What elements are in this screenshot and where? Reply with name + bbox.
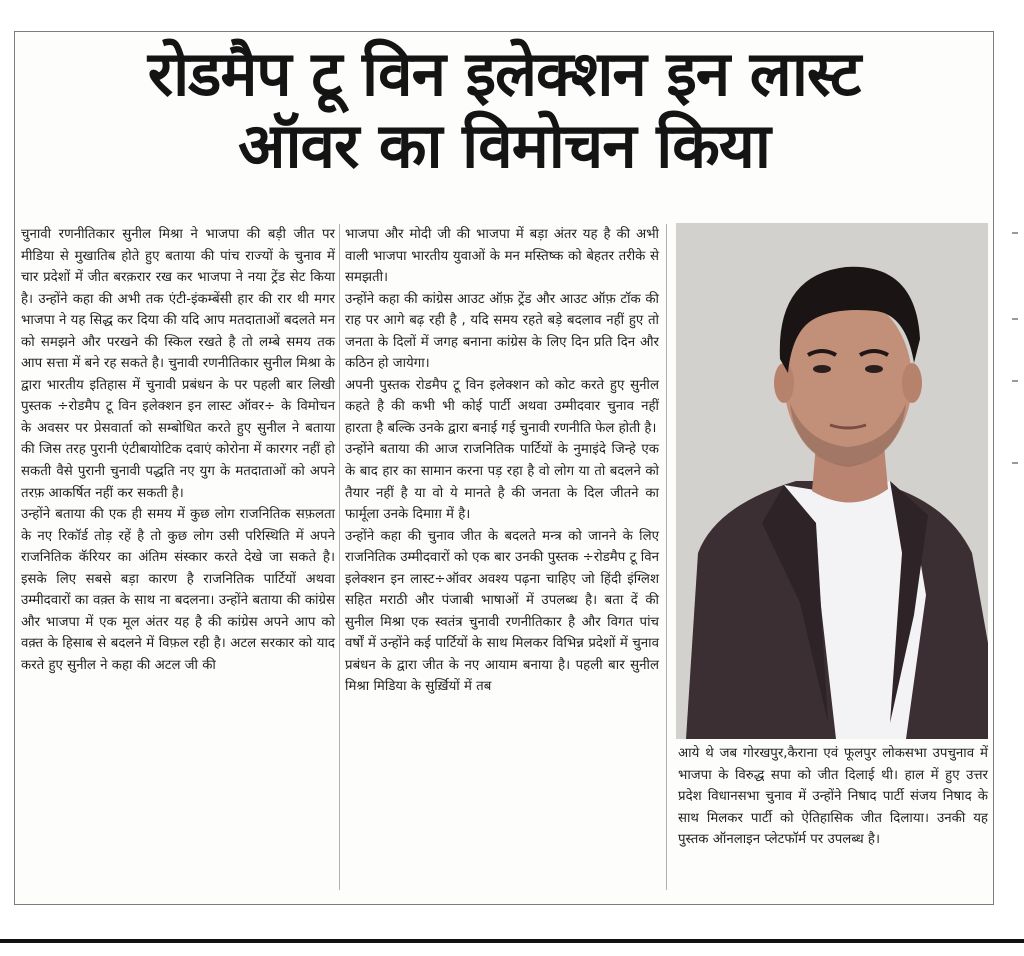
edge-mark: [1012, 380, 1018, 382]
column-1-paragraph-2: उन्होंने बताया की एक ही समय में कुछ लोग राजनितिक सफ़लता के नए रिकॉर्ड तोड़ रहें है तो कुछ लोग उसी परिस्थिति में अपने राजनितिक कॅरियर का अंतिम संस्कार करते देखे जा सकते है। इसके लिए सबसे बड़ा कारण है राजनितिक पार्टियों अथवा उम्मीदवारों का वक़्त के साथ ना बदलना। उन्होंने बताया की कांग्रेस और भाजपा में एक मूल अंतर यह है की कांग्रेस अपने आप को वक़्त के हिसाब से बदलने में विफ़ल रही है। अटल सरकार को याद करते हुए सुनील ने कहा की अटल जी की: [21, 507, 335, 673]
portrait-photo: [676, 223, 988, 739]
edge-mark: [1012, 462, 1018, 464]
bottom-rule: [0, 939, 1024, 943]
column-2-paragraph-3: अपनी पुस्तक रोडमैप टू विन इलेक्शन को कोट करते हुए सुनील कहते है की कभी भी कोई पार्टी अथवा उम्मीदवार चुनाव नहीं हारता है बल्कि उनके द्वारा बनाई गई चुनावी रणनीति फेल होती है।: [345, 377, 659, 436]
column-divider: [339, 224, 340, 890]
article-column-2: [345, 224, 659, 698]
column-1-paragraph-1: चुनावी रणनीतिकार सुनील मिश्रा ने भाजपा की बड़ी जीत पर मीडिया से मुखातिब होते हुए बताया की पांच राज्यों के चुनाव में चार प्रदेशों में जीत बरक़रार रख कर भाजपा ने नया ट्रेंड सेट किया है। उन्होंने कहा की अभी तक एंटी-इंकम्बेंसी हार की रार थी मगर भाजपा ने यह सिद्ध कर दिया की यदि आप मतदाताओं बदलते मन को समझने और परखने की स्किल रखते है तो लम्बे समय तक आप सत्ता में बने रह सकते है। चुनावी रणनीतिकार सुनील मिश्रा के द्वारा भारतीय इतिहास में चुनावी प्रबंधन के पर पहली बार लिखी पुस्तक ÷रोडमैप टू विन इलेक्शन इन लास्ट ऑवर÷ के विमोचन के अवसर पर प्रेसवार्ता को सम्बोधित करते हुए सुनील ने बताया की जिस तरह पुरानी एंटीबायोटिक दवाएं कोरोना में कारगर नहीं हो सकती वैसे पुरानी चुनावी पद्धति नए युग के मतदाताओं को अपने तरफ़ आकर्षित नहीं कर सकती है।: [21, 227, 335, 501]
column-2-paragraph-4: उन्होंने बताया की आज राजनितिक पार्टियों के नुमाइंदे जिन्हे एक के बाद हार का सामान करना पड़ रहा है वो लोग या तो बदलने को तैयार नहीं है या वो ये मानते है की जनता के दिल जीतने का फार्मूला उनके दिमाग़ में है।: [345, 442, 659, 523]
edge-mark: [1012, 318, 1018, 320]
article-column-3-text: आये थे जब गोरखपुर,कैराना एवं फूलपुर लोकसभा उपचुनाव में भाजपा के विरुद्ध सपा को जीत दिलाई थी। हाल में हुए उत्तर प्रदेश विधानसभा चुनाव में उन्होंने निषाद पार्टी संजय निषाद के साथ मिलकर पार्टी को ऐतिहासिक जीत दिलाया। उनकी यह पुस्तक ऑनलाइन प्लेटफॉर्म पर उपलब्ध है।: [678, 746, 988, 848]
headline-line-2: ऑवर का विमोचन किया: [238, 109, 770, 182]
headline-line-1: रोडमैप टू विन इलेक्शन इन लास्ट: [147, 37, 861, 110]
column-2-paragraph-1: भाजपा और मोदी जी की भाजपा में बड़ा अंतर यह है की अभी वाली भाजपा भारतीय युवाओं के मन मस्तिष्क को बेहतर तरीके से समझती।: [345, 227, 659, 286]
column-divider: [666, 224, 667, 890]
portrait-illustration: [676, 223, 988, 739]
article-column-1: [21, 224, 335, 676]
column-2-paragraph-5: उन्होंने कहा की चुनाव जीत के बदलते मन्त्र को जानने के लिए राजनितिक उम्मीदवारों को एक बार उनकी पुस्तक ÷रोडमैप टू विन इलेक्शन इन लास्ट÷ऑवर अवश्य पढ़ना चाहिए जो हिंदी इंग्लिश सहित मराठी और पंजाबी भाषाओं में उपलब्ध है। बता दें की सुनील मिश्रा एक स्वतंत्र चुनावी रणनीतिकार है और विगत पांच वर्षों में उन्होंने कई पार्टियों के साथ मिलकर विभिन्न प्रदेशों में चुनाव प्रबंधन के द्वारा जीत के नए आयाम बनाया है। पहली बार सुनील मिश्रा मिडिया के सुर्ख़ियों में तब: [345, 528, 659, 695]
newspaper-clipping: [14, 31, 994, 905]
edge-mark: [1012, 232, 1018, 234]
column-2-paragraph-2: उन्होंने कहा की कांग्रेस आउट ऑफ़ ट्रेंड और आउट ऑफ़ टॉक की राह पर आगे बढ़ रही है , यदि समय रहते बड़े बदलाव नहीं हुए तो जनता के दिलों में जगह बनाना कांग्रेस के लिए दिन प्रति दिन और कठिन हो जायेगा।: [345, 291, 659, 372]
headline: [15, 38, 993, 182]
